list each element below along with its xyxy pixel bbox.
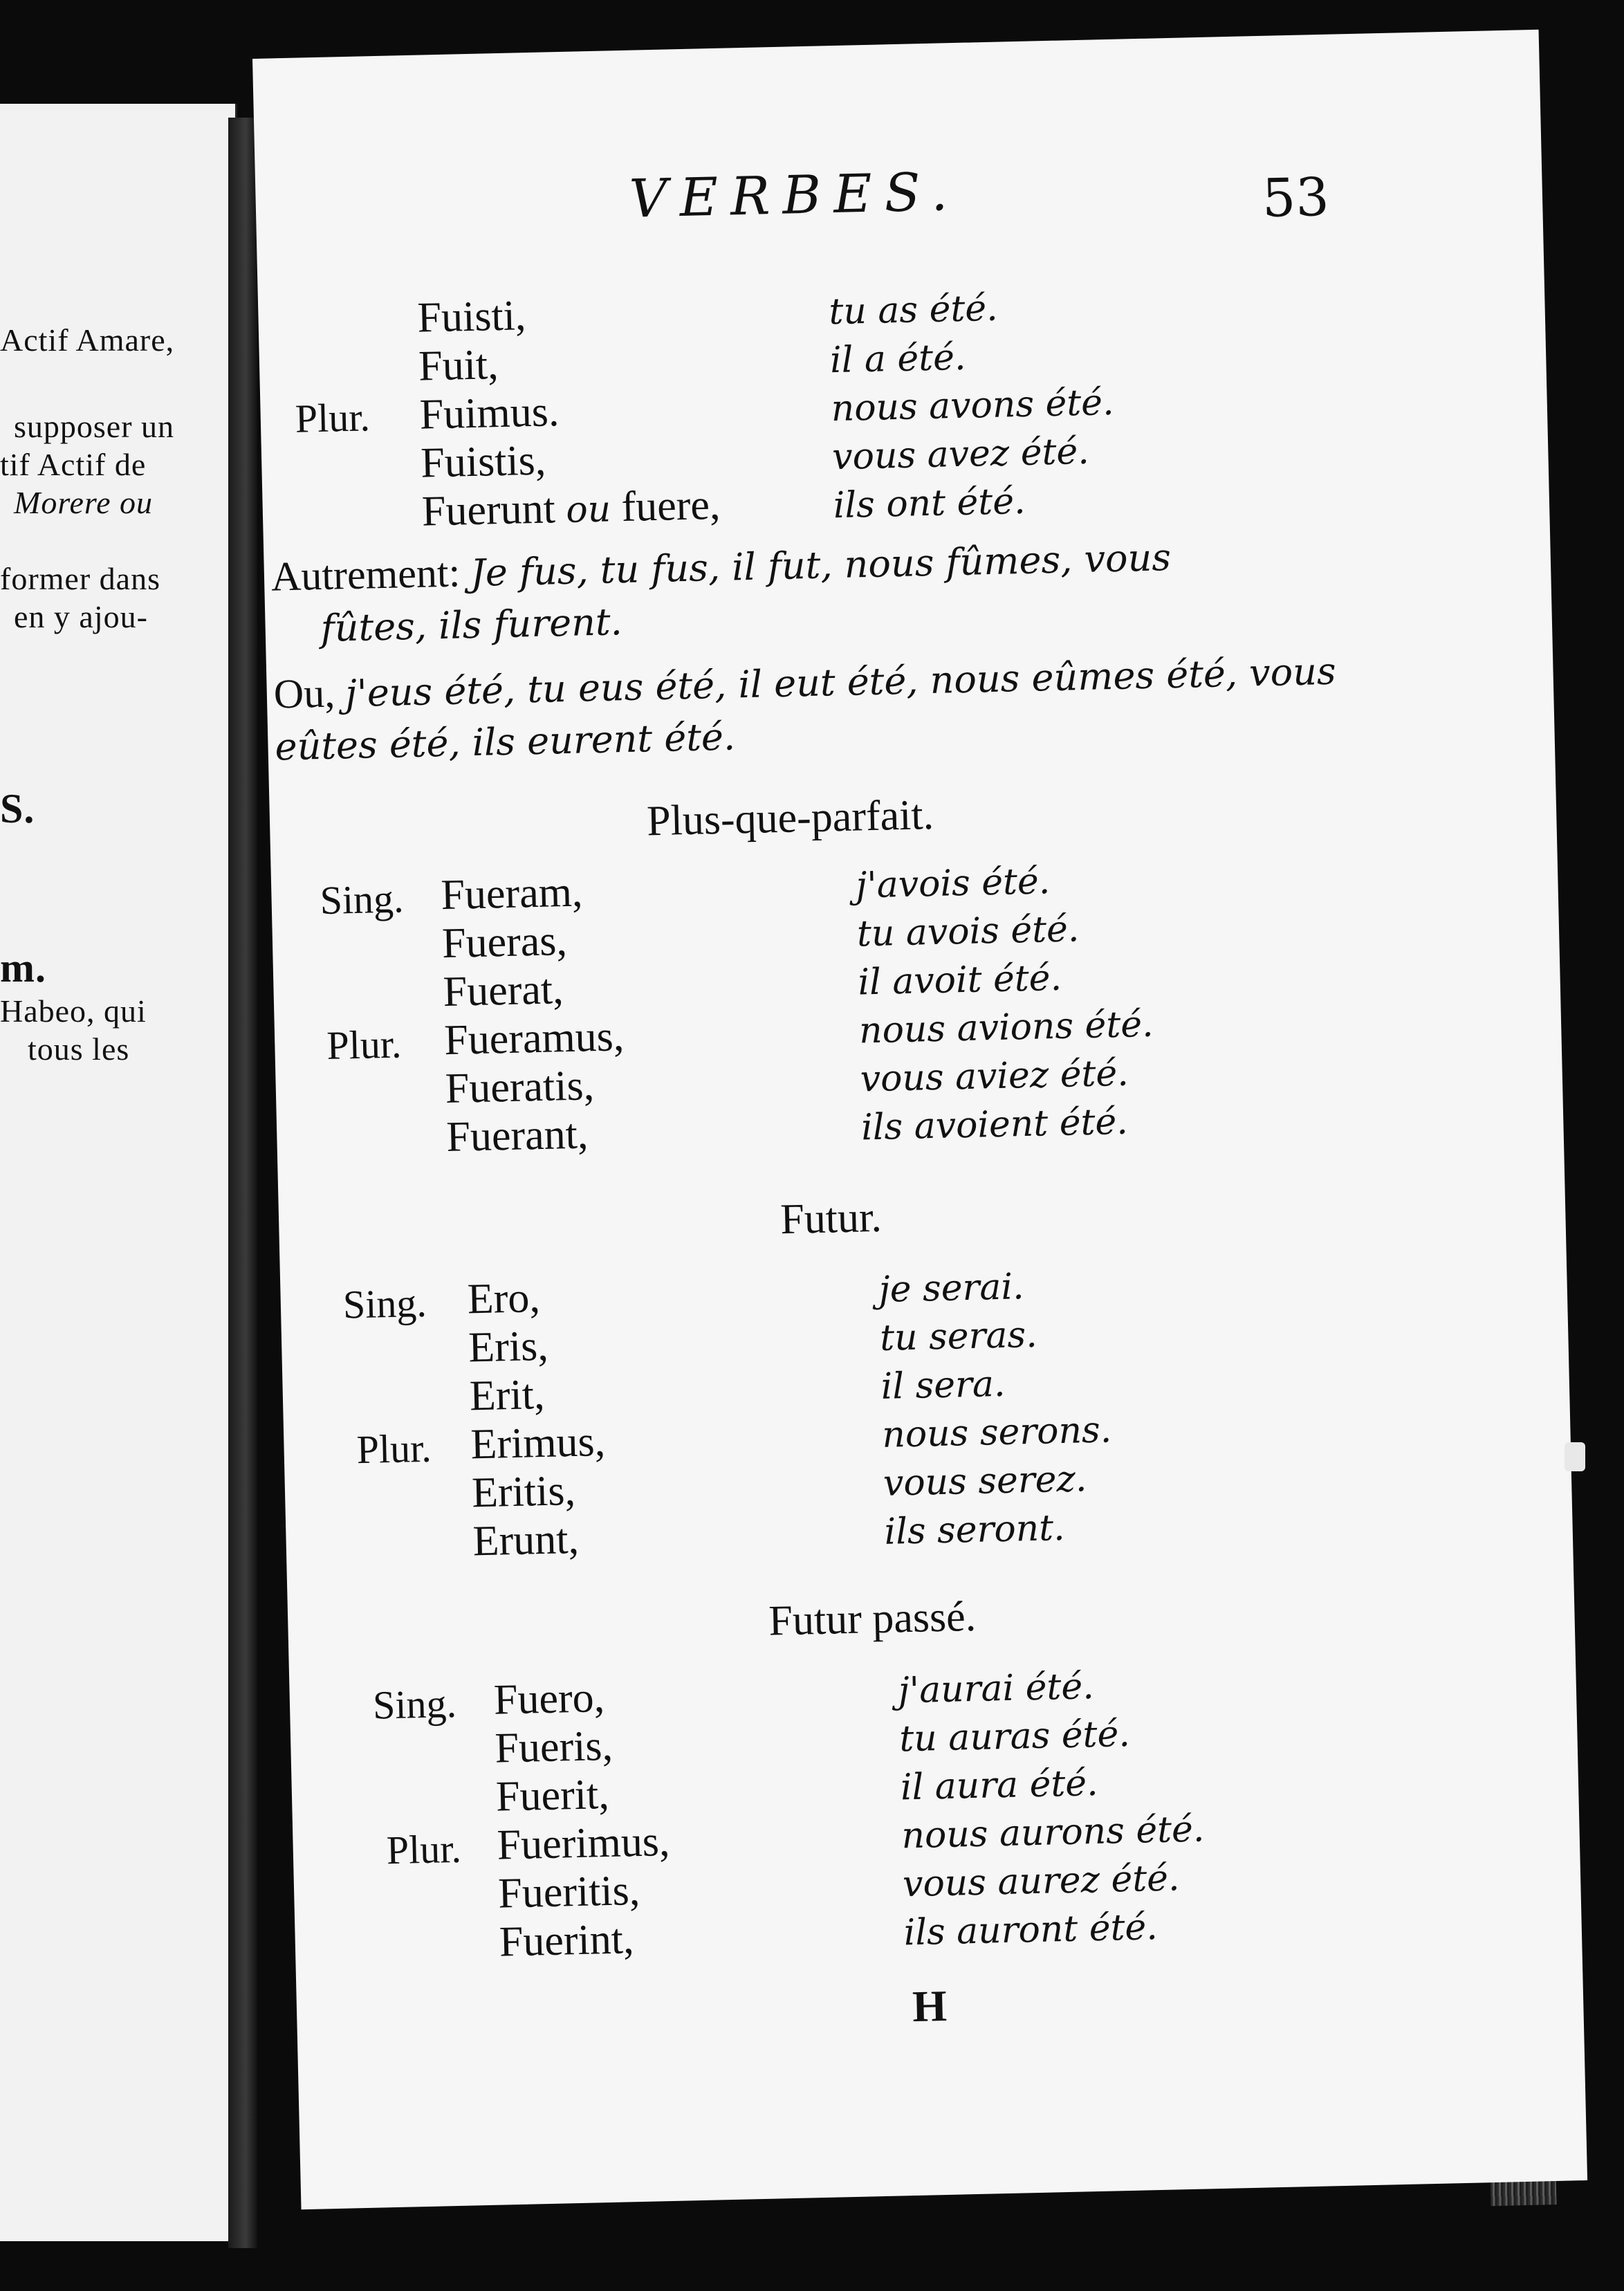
- latin-form: Eris,: [468, 1322, 549, 1372]
- autrement-line-2: [320, 597, 623, 652]
- paper-tab: [1565, 1442, 1585, 1471]
- french-form: tu avois été.: [856, 908, 1080, 955]
- section-heading: Plus-que-parfait.: [646, 791, 934, 845]
- autrement-text: Je fus, tu fus, il fut, nous fûmes, vous: [470, 535, 1172, 596]
- section-heading: Futur passé.: [768, 1592, 977, 1645]
- latin-form: Fuisti,: [416, 292, 527, 342]
- autrement-label: Autrement:: [270, 549, 461, 600]
- french-form: vous aurez été.: [902, 1857, 1181, 1906]
- latin-form: Fueris,: [494, 1722, 613, 1772]
- french-form: il avoit été.: [857, 957, 1062, 1004]
- left-fragment: former dans: [0, 561, 160, 596]
- latin-form: [421, 481, 721, 537]
- latin-form: Fuerat,: [442, 966, 564, 1016]
- latin-form: Fueramus,: [443, 1013, 625, 1065]
- running-head: VERBES.: [628, 160, 961, 230]
- ou-text: j'eus été, tu eus été, il eut été, nous eûmes été, vous: [344, 649, 1337, 716]
- left-fragment: tif Actif de: [0, 447, 147, 482]
- left-facing-page: [0, 104, 237, 2241]
- latin-form-part: Fuerunt: [421, 485, 556, 535]
- french-form: vous aviez été.: [860, 1052, 1129, 1101]
- left-fragment: m.: [0, 945, 46, 991]
- number-label: Plur.: [326, 1021, 403, 1068]
- french-form: nous aurons été.: [901, 1808, 1205, 1857]
- french-form: vous serez.: [883, 1458, 1087, 1505]
- french-form: ils avoient été.: [860, 1101, 1129, 1149]
- latin-form: Erit,: [469, 1370, 546, 1420]
- french-form: j'aurai été.: [898, 1666, 1095, 1712]
- french-form: nous serons.: [881, 1409, 1112, 1456]
- latin-form: Fuimus.: [418, 388, 560, 439]
- ou-line: [273, 647, 1336, 719]
- french-form: nous avions été.: [858, 1003, 1154, 1052]
- latin-form: Fuerant,: [445, 1110, 589, 1161]
- latin-form: Fueras,: [441, 917, 568, 968]
- latin-form: Fuistis,: [420, 436, 546, 487]
- latin-form-part: fuere,: [620, 481, 721, 531]
- french-form: je serai.: [878, 1266, 1025, 1311]
- latin-form: Erunt,: [472, 1515, 580, 1565]
- signature-mark: H: [912, 1980, 948, 2032]
- french-form: ils ont été.: [833, 480, 1026, 527]
- latin-form: Fueratis,: [445, 1062, 595, 1113]
- latin-form: Fuero,: [493, 1674, 605, 1724]
- french-form: tu auras été.: [898, 1713, 1131, 1760]
- page-number: 53: [1261, 165, 1330, 229]
- left-fragment: Habeo, qui: [0, 993, 147, 1029]
- number-label: Plur.: [386, 1825, 462, 1873]
- left-fragment: supposer un: [14, 409, 175, 444]
- ou-line-2: [275, 712, 736, 770]
- french-form: il a été.: [829, 336, 967, 382]
- french-form: vous avez été.: [831, 430, 1090, 479]
- number-label: Sing.: [372, 1680, 457, 1728]
- french-form: j'avois été.: [855, 861, 1051, 907]
- latin-form: Ero,: [466, 1274, 541, 1323]
- latin-conjunction: ou: [565, 488, 611, 531]
- book-page: [252, 30, 1587, 2209]
- french-form: il sera.: [880, 1363, 1006, 1408]
- ou-text: eûtes été, ils eurent été.: [274, 715, 736, 769]
- french-form: il aura été.: [900, 1762, 1099, 1809]
- french-form: tu seras.: [879, 1314, 1038, 1359]
- autrement-line: [270, 533, 1171, 601]
- french-form: ils seront.: [883, 1507, 1066, 1553]
- french-form: nous avons été.: [831, 381, 1115, 430]
- latin-form: Eritis,: [471, 1466, 576, 1517]
- number-label: Sing.: [342, 1280, 427, 1327]
- latin-form: Erimus,: [470, 1417, 606, 1469]
- book-gutter: [228, 118, 257, 2248]
- section-heading: Futur.: [779, 1193, 883, 1244]
- latin-form: Fueram,: [440, 868, 584, 919]
- number-label: Sing.: [319, 876, 405, 923]
- left-fragment: en y ajou-: [14, 599, 148, 634]
- latin-form: Fuerint,: [499, 1915, 635, 1966]
- ou-label: Ou,: [273, 670, 335, 717]
- french-form: ils auront été.: [903, 1906, 1159, 1954]
- latin-form: Fueritis,: [497, 1866, 640, 1917]
- autrement-text: fûtes, ils furent.: [320, 600, 623, 650]
- left-fragment: tous les: [28, 1031, 130, 1067]
- number-label: Plur.: [356, 1425, 432, 1473]
- number-label: Plur.: [295, 394, 371, 441]
- latin-form: Fuerit,: [495, 1770, 610, 1821]
- left-fragment: S.: [0, 786, 35, 831]
- left-fragment: Morere ou: [14, 485, 154, 520]
- left-fragment: Actif Amare,: [0, 322, 175, 358]
- french-form: tu as été.: [828, 287, 999, 333]
- latin-form: Fuit,: [418, 341, 499, 390]
- latin-form: Fuerimus,: [496, 1817, 671, 1869]
